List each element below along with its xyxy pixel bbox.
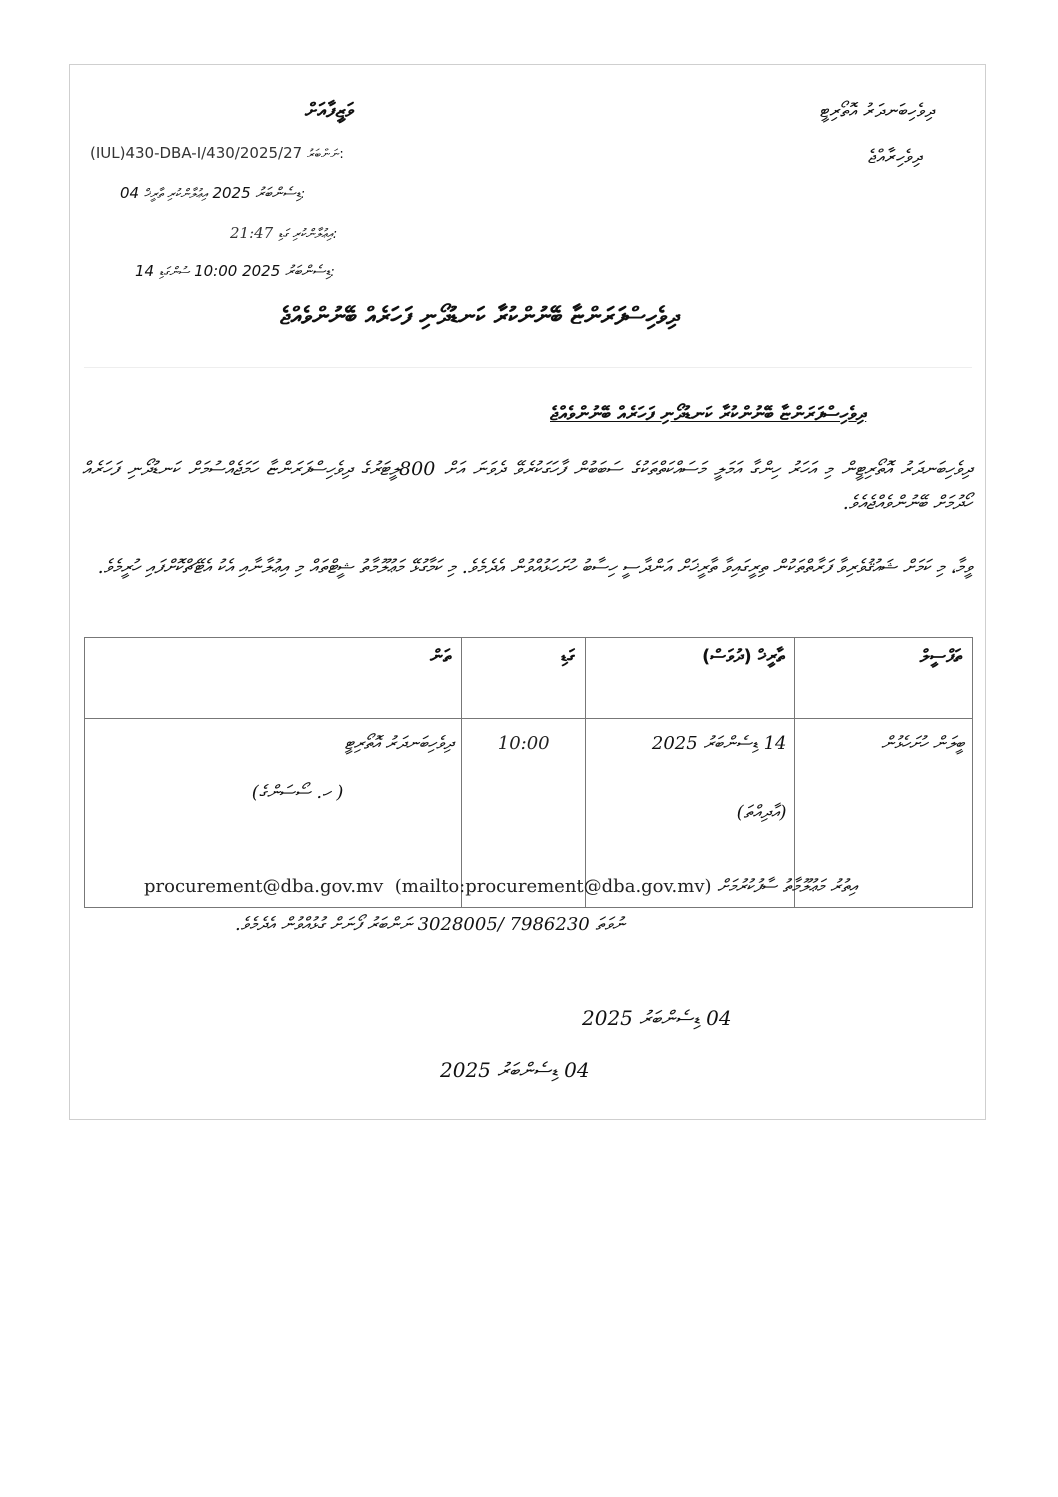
org-country: ދިވެހިރާއްޖެ — [868, 146, 923, 168]
header-time: ގަޑި — [462, 638, 586, 719]
date-text: 14 ޑިސެންބަރު 2025 — [651, 733, 787, 754]
doc-type: ވަޒީފާއަށް — [305, 98, 354, 122]
place-line-2: ( ހ. ސޯސަންގެ) — [251, 782, 344, 803]
reference-value: (IUL)430-DBA-I/430/2025/27 — [90, 144, 303, 162]
header-date: ތާރީޚް (ދުވަސް) — [586, 638, 795, 719]
deadline-label: ސުންގަޑި: — [158, 265, 335, 280]
date-note: (އާދިއްތަ) — [736, 802, 787, 823]
detail-text: ބީލަން ހުށަހެޅުން — [881, 733, 964, 754]
document-title: ދިވެހިސްފަރަންޏާ ބޭނުންކުރާ ކަނޑުދޯނި ފަހަރެއް ބޭނުންވެއްޖެ — [280, 302, 680, 330]
page-frame — [69, 64, 986, 1120]
header-detail: ތަފްސީލް — [795, 638, 973, 719]
contact-email-line — [144, 876, 857, 897]
deadline-value: 14 ޑިސެންބަރު 2025 10:00 — [135, 262, 331, 280]
section-subtitle: ދިވެހިސްފަރަންޏާ ބޭނުންކުރާ ކަނޑުދޯނި ފަހަރެއް ބޭނުންވެއްޖެ — [550, 403, 867, 425]
time-text: 10:00 — [497, 733, 550, 754]
org-name: ދިވެހިބަނދަރު އޮތޯރިޓީ — [820, 100, 935, 122]
contact-mailto[interactable]: (mailto:procurement@dba.gov.mv) — [394, 876, 712, 897]
publish-time-value: 21:47 — [230, 224, 274, 242]
contact-phone-line: ނުވަތަ 7986230 /3028005 ނަންބަރު ފޯނަށް ގުޅުއްވުން އެދެމެވެ. — [235, 914, 625, 935]
signature-date-2: 04 ޑިސެންބަރު 2025 — [440, 1058, 590, 1082]
body-paragraph-2: ވީމާ، މި ކަމަށް ޝައުޤުވެރިވާ ފަރާތްތަކުން ތިރީގައިވާ ތާރީޚަށް އަންދާސީ ހިސާބު ހުށަހަޅުއްވުން އެދެމެވެ. މި ކަމާގުޅޭ މަޢުލޫމާތު ޝީޓްތައް މި އިޢުލާނާއި އެކު އެޓޭޗްކޮށްފައި ހުރީމެވެ. — [97, 556, 972, 578]
body-paragraph-1: ދިވެހިބަނދަރު އޮތޯރިޓީން މި އަހަރު ހިންގާ އަމަލީ މަސައްކަތްތަކުގެ ސަބަބުން ފާހަގަކުރެވޭ ދެވަނަ އަށް 800ލީޓަރުގެ ދިވެހިސްފަރަންޏާ ހަމަޖެއްސުމަށް ކަނޑުދޯނި ފަހަރެއް ހޯދުމަށް ބޭނުންވެއްޖެއެވެ. — [82, 458, 972, 514]
deadline-line — [135, 262, 335, 280]
reference-line — [90, 144, 344, 162]
contact-text: އިތުރު މަޢުލޫމާތު ސާފުކުރުމަށް — [717, 876, 857, 897]
publish-time-line — [230, 224, 337, 242]
schedule-table — [84, 637, 973, 908]
publish-time-label: އިޢުލާންކުރި ގަޑި: — [278, 227, 338, 242]
publish-date-value: 04 ޑިސެންބަރު 2025 — [120, 184, 301, 202]
table-header-row — [85, 638, 973, 719]
contact-email[interactable]: procurement@dba.gov.mv — [144, 876, 384, 897]
publish-date-label: އިޢުލާންކުރި ތާރީޚް: — [143, 187, 306, 202]
place-line-1: ދިވެހިބަނދަރު އޮތޯރިޓީ — [344, 733, 454, 754]
publish-date-line — [120, 184, 305, 202]
divider — [84, 367, 972, 368]
reference-label: ނަންބަރު: — [306, 147, 344, 162]
header-place: ތަން — [85, 638, 462, 719]
signature-date-1: 04 ޑިސެންބަރު 2025 — [582, 1006, 732, 1030]
